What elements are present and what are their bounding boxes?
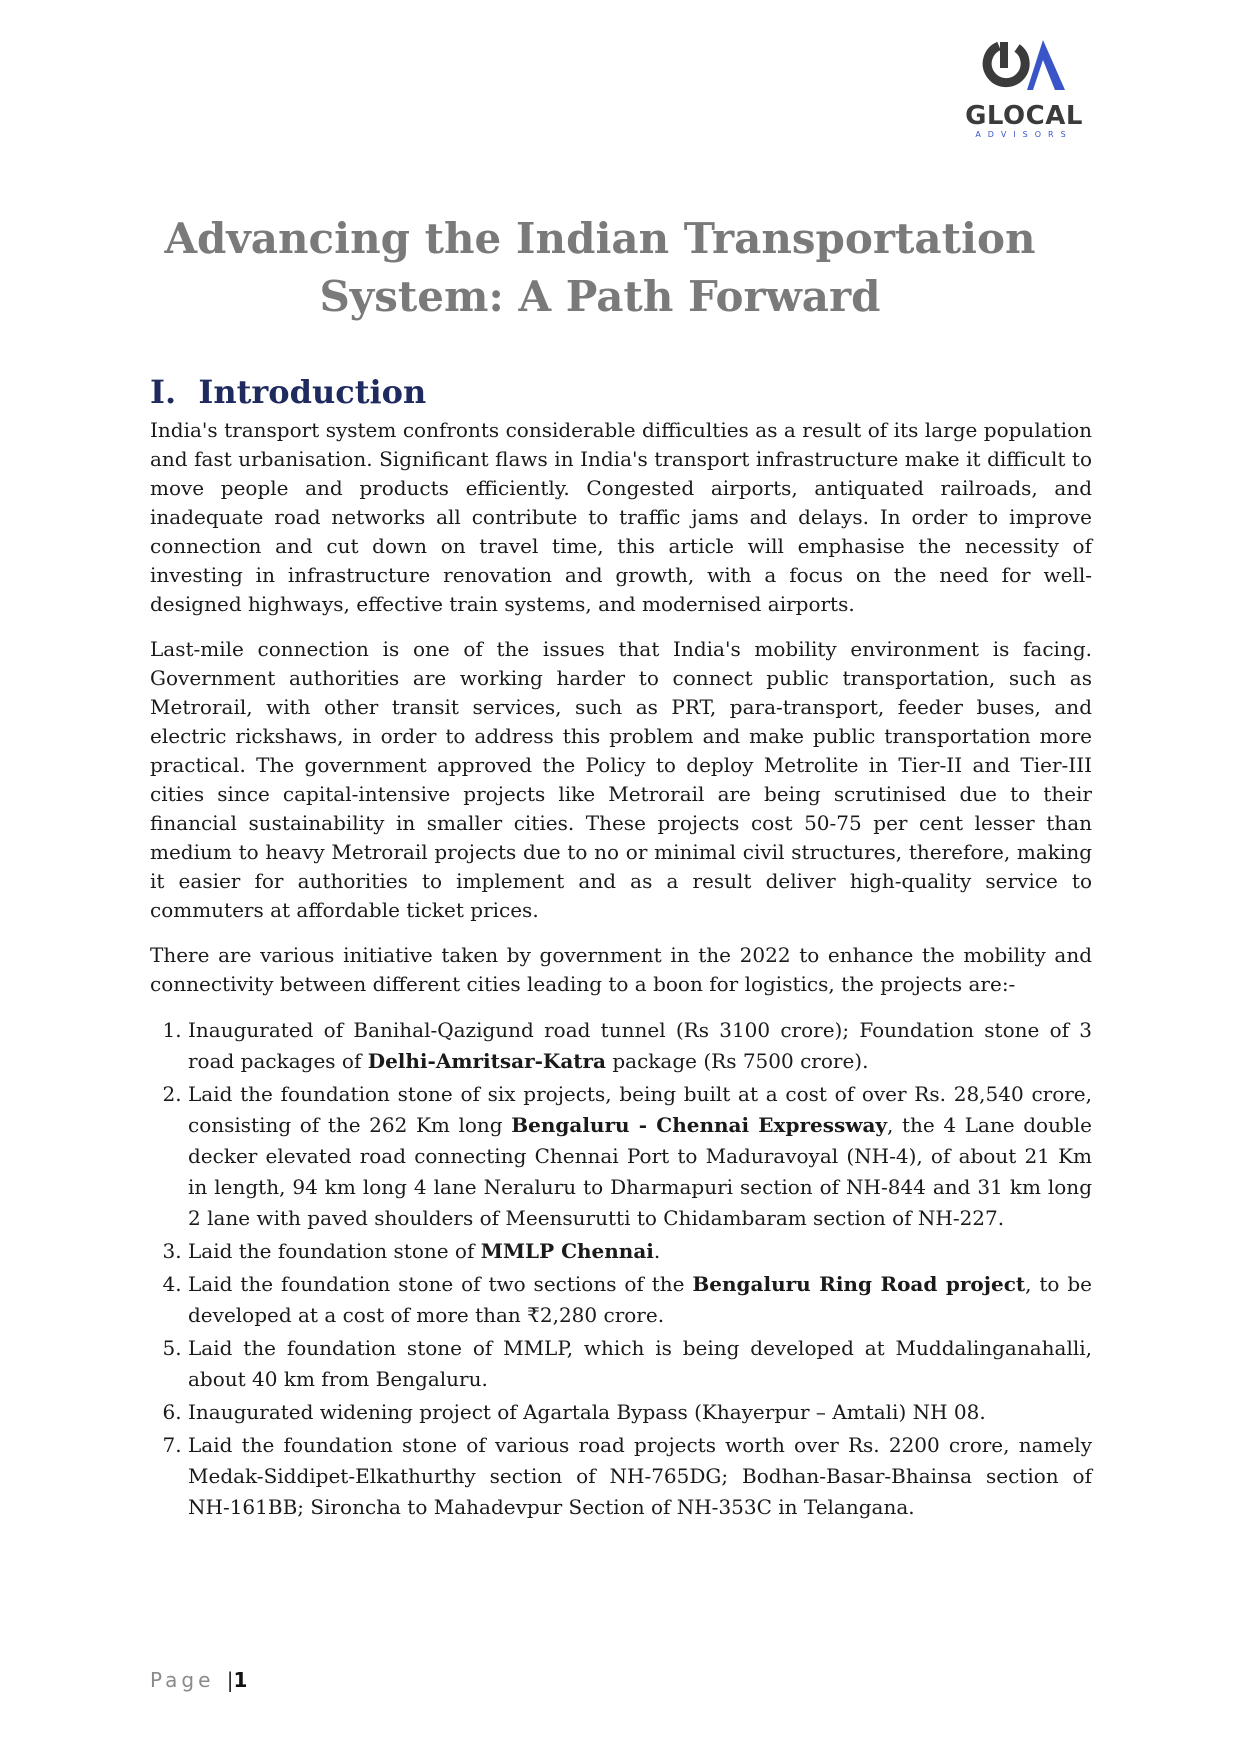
page-footer [150,1668,247,1692]
paragraph: India's transport system confronts considerable difficulties as a result of its large population and fast urbanisation. Significant flaws in India's transport infrastructure make it difficult to move people and products efficiently. Congested airports, antiquated railroads, and inadequate road networks all contribute to traffic jams and delays. In order to improve connection and cut down on travel time, this article will emphasise the necessity of investing in infrastructure renovation and growth, with a focus on the need for well-designed highways, effective train systems, and modernised airports. [150,418,1092,616]
logo-wordmark: GLOCAL [965,101,1083,131]
footer-separator: | [226,1668,234,1692]
section-heading [150,372,1092,412]
list-item: 1. Inaugurated of Banihal-Qazigund road tunnel (Rs 3100 crore); Foundation stone of 3 road packages of Delhi-Amritsar-Katra package (Rs 7500 crore). [188,1015,1092,1077]
section-number: I. [150,373,177,411]
page-number: 1 [233,1668,248,1692]
logo-mark-icon [977,38,1077,98]
document-body [150,372,1092,1525]
logo-tagline: ADVISORS [975,130,1073,139]
document-title: Advancing the Indian Transportation System: A Path Forward [164,214,1036,321]
project-list [150,1015,1092,1523]
paragraph: Last-mile connection is one of the issues that India's mobility environment is facing. Government authorities are working harder to connect public transportation, such as Metrorail, with other transit services, such as PRT, para-transport, feeder buses, and electric rickshaws, in order to address this problem and make public transportation more practical. The government approved the Policy to deploy Metrolite in Tier-II and Tier-III cities since capital-intensive projects like Metrorail are being scrutinised due to their financial sustainability in smaller cities. These projects cost 50-75 per cent lesser than medium to heavy Metrorail projects due to no or minimal civil structures, therefore, making it easier for authorities to implement and as a result deliver high-quality service to commuters at affordable ticket prices. [150,637,1092,922]
list-item: 5. Laid the foundation stone of MMLP, which is being developed at Muddalinganahalli, about 40 km from Bengaluru. [188,1333,1092,1395]
glocal-advisors-logo [965,38,1095,138]
list-item: 3. Laid the foundation stone of MMLP Chennai. [188,1236,1092,1267]
list-item: 7. Laid the foundation stone of various road projects worth over Rs. 2200 crore, namely Medak-Siddipet-Elkathurthy section of NH-765DG; Bodhan-Basar-Bhainsa section of NH-161BB; Sironcha to Mahadevpur Section of NH-353C in Telangana. [188,1430,1092,1523]
page-label: Page [150,1668,215,1692]
list-item: 2. Laid the foundation stone of six projects, being built at a cost of over Rs. 28,540 crore, consisting of the 262 Km long Bengaluru - Chennai Expressway, the 4 Lane double decker elevated road connecting Chennai Port to Maduravoyal (NH-4), of about 21 Km in length, 94 km long 4 lane Neraluru to Dharmapuri section of NH-844 and 31 km long 2 lane with paved shoulders of Meensurutti to Chidambaram section of NH-227. [188,1079,1092,1234]
list-item: 6. Inaugurated widening project of Agartala Bypass (Khayerpur – Amtali) NH 08. [188,1397,1092,1428]
section-title: Introduction [198,373,427,411]
paragraph: There are various initiative taken by government in the 2022 to enhance the mobility and connectivity between different cities leading to a boon for logistics, the projects are:- [150,943,1092,996]
list-item: 4. Laid the foundation stone of two sections of the Bengaluru Ring Road project, to be developed at a cost of more than ₹2,280 crore. [188,1269,1092,1331]
